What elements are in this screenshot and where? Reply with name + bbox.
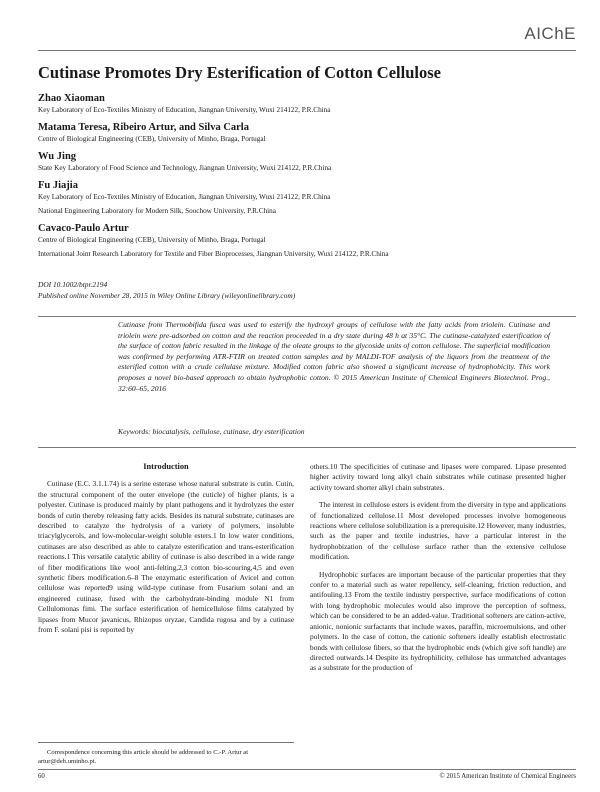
abstract-top-rule: [38, 316, 576, 317]
footer-copyright: © 2015 American Institute of Chemical Engineers: [439, 773, 576, 780]
page-number: 60: [38, 773, 45, 780]
author-affiliation: Key Laboratory of Eco-Textiles Ministry of Education, Jiangnan University, Wuxi 214122, P.R.China: [38, 106, 331, 114]
correspondence-footnote: [38, 742, 294, 766]
publication-info: Published online November 28, 2015 in Wiley Online Library (wileyonlinelibrary.com): [38, 290, 296, 300]
left-column: [38, 462, 294, 636]
author-block: [38, 92, 558, 116]
author-block: [38, 222, 558, 260]
article-title: Cutinase Promotes Dry Esterification of Cotton Cellulose: [38, 63, 441, 82]
header-rule: [38, 50, 576, 51]
author-affiliation: National Engineering Laboratory for Modern Silk, Soochow University, P.R.China: [38, 207, 276, 215]
author-name: Matama Teresa, Ribeiro Artur, and Silva Carla: [38, 122, 249, 133]
author-affiliation: State Key Laboratory of Food Science and Technology, Jiangnan University, Wuxi 214122, P.R.China: [38, 164, 332, 172]
author-name: Fu Jiajia: [38, 180, 78, 191]
author-affiliation: Key Laboratory of Eco-Textiles Ministry of Education, Jiangnan University, Wuxi 214122, P.R.China: [38, 193, 331, 201]
journal-logo: AIChE: [524, 24, 576, 43]
author-block: [38, 150, 558, 174]
body-paragraph-1: others.10 The specificities of cutinase and lipases were compared. Lipase presented higher activity toward long alkyl chain substrates while cutinase presented higher activity toward shorter alkyl chain substrates.: [310, 462, 566, 492]
doi: DOI 10.1002/btpr.2194: [38, 280, 108, 289]
author-name: Wu Jing: [38, 151, 77, 162]
author-list: [38, 92, 558, 265]
right-column: [310, 462, 566, 674]
author-affiliation: Centre of Biological Engineering (CEB), University of Minho, Braga, Portugal: [38, 135, 266, 143]
intro-paragraph: Cutinase (E.C. 3.1.1.74) is a serine esterase whose natural substrate is cutin. Cutin, the structural component of the outer envelope (the cuticle) of higher plants, is a polyester. Cutinase is produced mainly by plant pathogens and it hydrolyzes the ester bonds of cutin thereby releasing fatty acids. Besides its natural substrate, cutinases are described to catalyze the hydrolysis of a variety of polymers, insoluble triacylglycerols, and low-molecular-weight soluble esters.1 In low water conditions, cutinases are also described as able to catalyze esterification and trans-esterification reactions.1 This versatile catalytic ability of cutinase is also described in a wide range of fiber modifications like wool anti-felting,2,3 cotton bio-scouring,4,5 and even synthetic fibers modification.6–8 The enzymatic esterification of Avicel and cotton cellulose was reported9 using wild-type cutinase from Fusarium solani and an engineered cutinase, fused with the carbohydrate-binding module N1 from Cellulomonas fimi. The surface esterification of hemicellulose films catalyzed by lipases from Mucor javanicus, Rhizopus oryzae, Candida rugosa and by a cutinase from F. solani pisi is reported by: [38, 479, 294, 635]
doi-block: [38, 280, 295, 301]
author-name: Zhao Xiaoman: [38, 93, 105, 104]
abstract-bottom-rule: [38, 447, 576, 448]
author-name: Cavaco-Paulo Artur: [38, 223, 129, 234]
section-heading-introduction: Introduction: [143, 462, 189, 471]
keywords: Keywords: biocatalysis, cellulose, cutinase, dry esterification: [118, 427, 305, 436]
abstract: Cutinase from Thermobifida fusca was used to esterify the hydroxyl groups of cellulose with the fatty acids from triolein. Cutinase and triolein were pre-adsorbed on cotton and the reaction proceeded in a dry state during 48 h at 35°C. The cutinase-catalyzed esterification of the surface of cotton fabric resulted in the linkage of the oleate groups to the glycoside units of cotton cellulose. The superficial modification was confirmed by performing ATR-FTIR on treated cotton samples and by MALDI-TOF analysis of the liquors from the treatment of the esterified cotton with a crude cellulase mixture. Modified cotton fabric also showed a significant increase of hydrophobicity. This work proposes a novel bio-based approach to obtain hydrophobic cotton. © 2015 American Institute of Chemical Engineers Biotechnol. Prog., 32:60–65, 2016: [118, 320, 550, 393]
footnote-text: Correspondence concerning this article should be addressed to C.-P. Artur at artur@deb.uminho.pt.: [38, 749, 249, 765]
body-paragraph-2: The interest in cellulose esters is evident from the diversity in type and applications of functionalized cellulose.11 Most developed processes involve homogeneous reactions where cellulose solubilization is a prerequisite.12 However, many industries, such as the paper and textile industries, have a particular interest in the hydrophobization of the cellulose surface rather than the extensive cellulose modification.: [310, 500, 566, 562]
author-block: [38, 179, 558, 217]
author-affiliation: International Joint Research Laboratory for Textile and Fiber Bioprocesses, Jiangnan University, Wuxi 214122, P.R.China: [38, 250, 389, 258]
author-affiliation: Centre of Biological Engineering (CEB), University of Minho, Braga, Portugal: [38, 236, 266, 244]
footer-rule: [38, 769, 576, 770]
body-paragraph-3: Hydrophobic surfaces are important because of the particular properties that they confer to a material such as water repellency, self-cleaning, friction reduction, and antifouling.13 From the textile industry perspective, surface modifications of cotton with long hydrophobic molecules would also improve the perception of softness, which can be considered to be an added-value. Traditional softeners are cation-active, anionic, nonionic surfactants that include waxes, paraffin, microemulsions, and other polymers. In the case of cotton, the cationic softeners ideally establish electrostatic bonds with cellulose fibers, so that the hydrophobic ends (which give soft handle) are directed outwards.14 Despite its hydrophilicity, cellulose has unmatched advantages as a substrate for the production of: [310, 569, 566, 673]
author-block: [38, 121, 558, 145]
